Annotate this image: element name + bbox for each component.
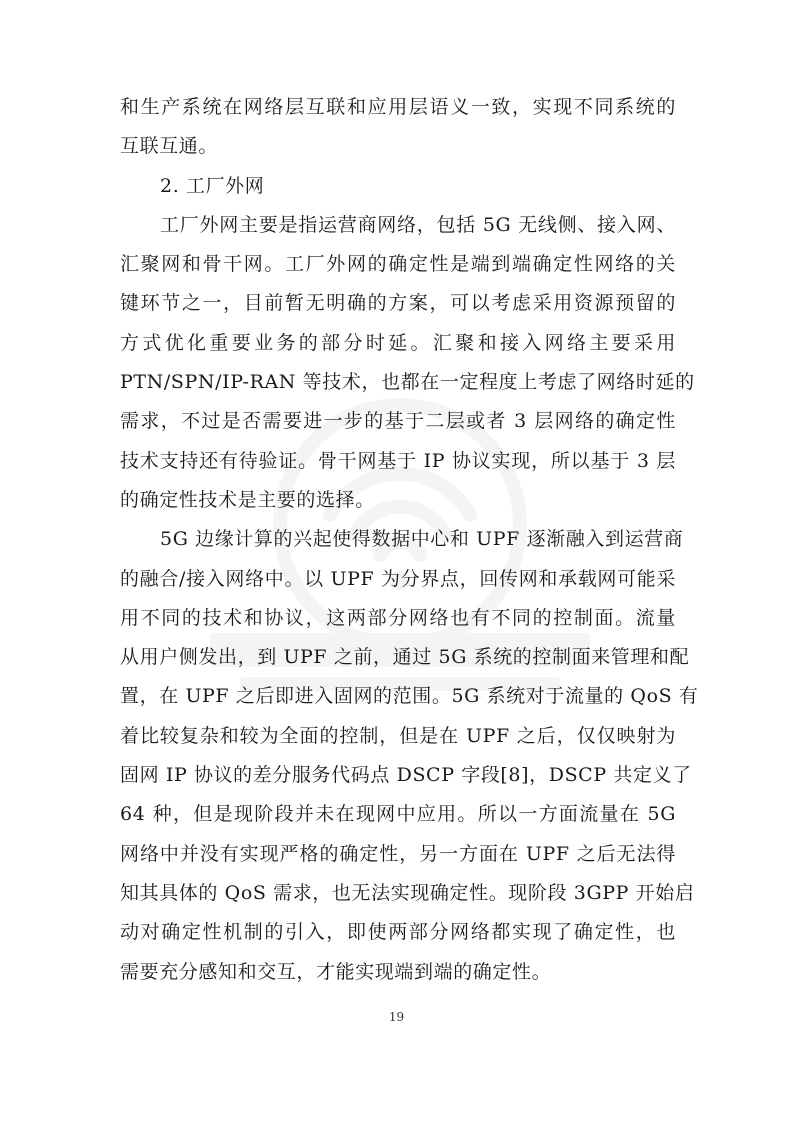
text-line: 知其具体的 QoS 需求，也无法实现确定性。现阶段 3GPP 开始启 [120,881,695,904]
text-line: 汇聚网和骨干网。工厂外网的确定性是端到端确定性网络的关 [120,253,676,276]
text-line: 固网 IP 协议的差分服务代码点 DSCP 字段[8]，DSCP 共定义了 [120,764,692,787]
text-line: 置，在 UPF 之后即进入固网的范围。5G 系统对于流量的 QoS 有 [120,685,699,708]
text-line: 网络中并没有实现严格的确定性，另一方面在 UPF 之后无法得 [120,842,676,865]
text-line: 和生产系统在网络层互联和应用层语义一致，实现不同系统的 [120,96,676,118]
text-line: 5G 边缘计算的兴起使得数据中心和 UPF 逐渐融入到运营商 [160,528,684,551]
text-line: 用不同的技术和协议，这两部分网络也有不同的控制面。流量 [120,606,676,629]
text-line: 从用户侧发出，到 UPF 之前，通过 5G 系统的控制面来管理和配 [120,646,690,669]
text-line: 的融合/接入网络中。以 UPF 为分界点，回传网和承载网可能采 [120,567,676,590]
text-line: 互联互通。 [120,135,219,158]
text-line: 键环节之一，目前暂无明确的方案，可以考虑采用资源预留的 [120,292,676,315]
text-line: 需要充分感知和交互，才能实现端到端的确定性。 [120,960,552,983]
text-line: 着比较复杂和较为全面的控制，但是在 UPF 之后，仅仅映射为 [120,724,676,747]
text-line: 方式优化重要业务的部分时延。汇聚和接入网络主要采用 [120,331,676,354]
text-line: 技术支持还有待验证。骨干网基于 IP 协议实现，所以基于 3 层 [120,449,676,472]
text-line: 的确定性技术是主要的选择。 [120,488,375,511]
text-line: 动对确定性机制的引入，即使两部分网络都实现了确定性，也 [120,921,676,944]
text-line: PTN/SPN/IP-RAN 等技术，也都在一定程度上考虑了网络时延的 [120,371,695,394]
body-text [120,88,699,992]
text-line: 工厂外网主要是指运营商网络，包括 5G 无线侧、接入网、 [160,213,676,236]
text-line: 需求，不过是否需要进一步的基于二层或者 3 层网络的确定性 [120,410,676,433]
page-number: 19 [388,1010,405,1024]
section-heading: 2. 工厂外网 [160,174,265,197]
text-line: 64 种，但是现阶段并未在现网中应用。所以一方面流量在 5G [120,803,676,826]
